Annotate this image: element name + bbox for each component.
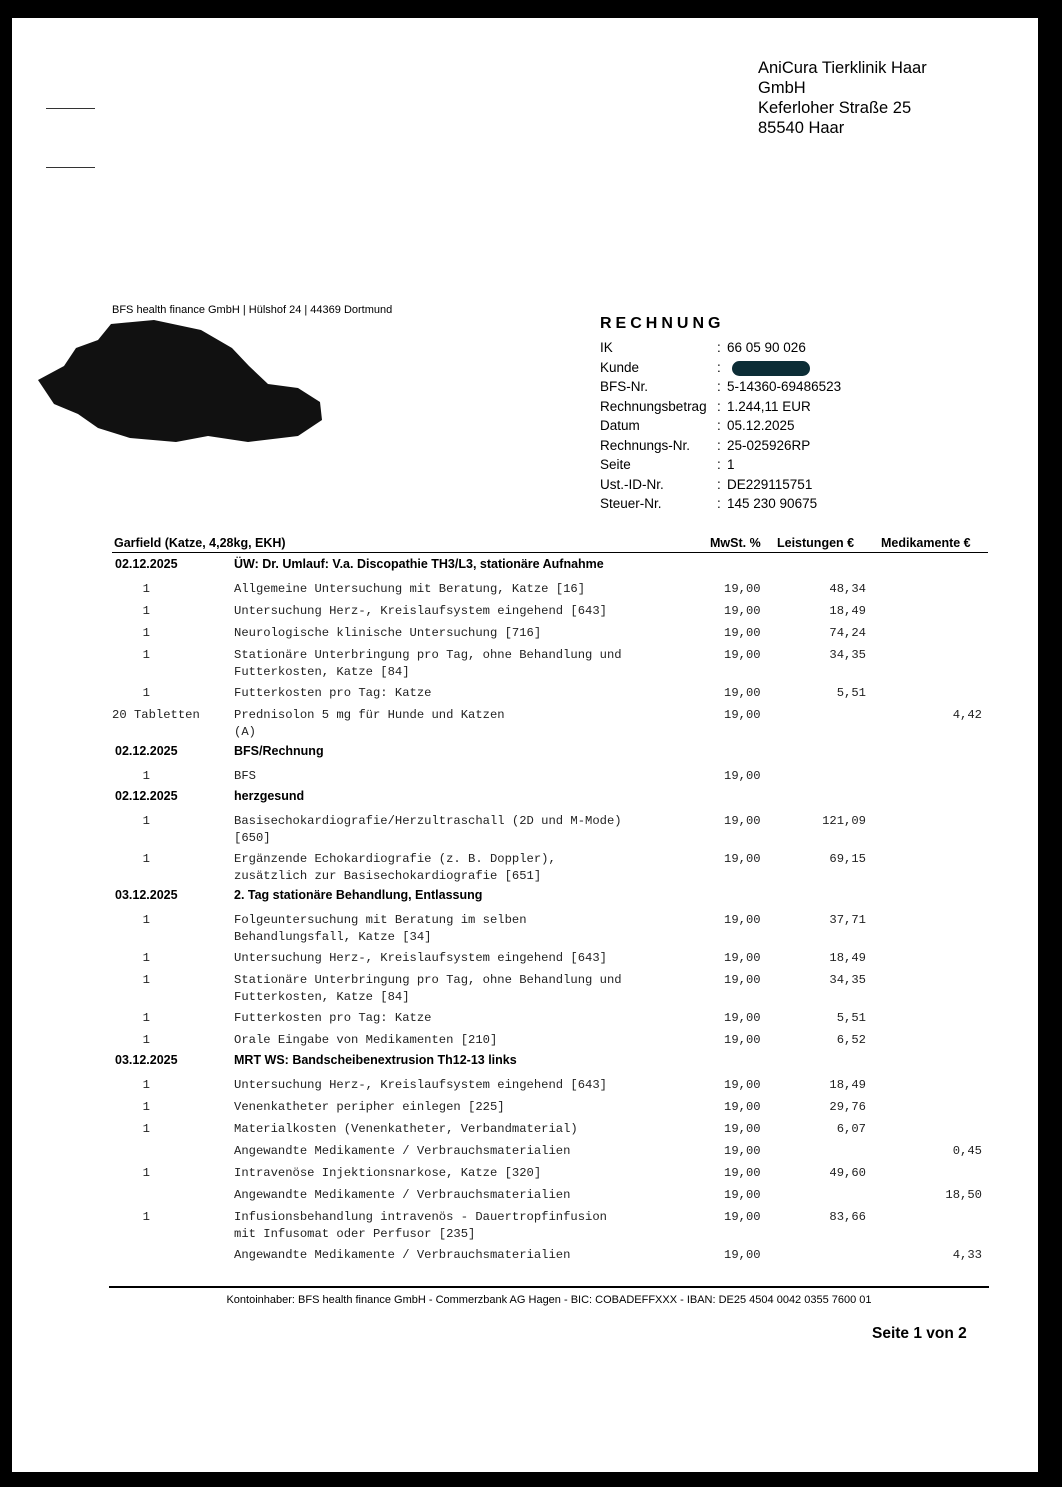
table-row xyxy=(112,1074,988,1096)
description-cell: Ergänzende Echokardiografie (z. B. Doppler), zusätzlich zur Basisechokardiografie [651] xyxy=(234,852,556,883)
table-row xyxy=(112,704,988,742)
fold-mark-bottom xyxy=(46,167,95,168)
meta-value: 66 05 90 026 xyxy=(727,340,806,355)
mwst-cell: 19,00 xyxy=(724,852,761,866)
leistung-cell: 6,07 xyxy=(836,1122,866,1136)
mwst-cell: 19,00 xyxy=(724,1122,761,1136)
section-date: 03.12.2025 xyxy=(115,888,178,902)
leistung-cell: 48,34 xyxy=(829,582,866,596)
table-row xyxy=(112,909,988,947)
section-title: MRT WS: Bandscheibenextrusion Th12-13 links xyxy=(234,1053,517,1067)
qty-cell: 1 xyxy=(142,1033,150,1047)
qty-cell: 1 xyxy=(142,686,150,700)
table-row xyxy=(112,1096,988,1118)
clinic-line: 85540 Haar xyxy=(758,119,845,137)
table-row xyxy=(112,810,988,848)
qty-cell: 1 xyxy=(142,973,150,987)
clinic-line: GmbH xyxy=(758,79,806,97)
leistung-cell: 83,66 xyxy=(829,1210,866,1224)
medikament-cell: 18,50 xyxy=(945,1188,982,1202)
leistungen-header: Leistungen € xyxy=(777,536,855,550)
meta-label: IK xyxy=(600,340,613,355)
medikament-cell: 0,45 xyxy=(952,1144,982,1158)
section-row xyxy=(112,1051,988,1074)
table-row xyxy=(112,1007,988,1029)
mwst-cell: 19,00 xyxy=(724,1210,761,1224)
meta-label: Rechnungsbetrag xyxy=(600,398,707,414)
table-row xyxy=(112,1206,988,1244)
qty-cell: 1 xyxy=(142,913,150,927)
description-cell: Orale Eingabe von Medikamenten [210] xyxy=(234,1033,498,1047)
qty-cell: 1 xyxy=(142,814,150,828)
bank-details: Kontoinhaber: BFS health finance GmbH - Commerzbank AG Hagen - BIC: COBADEFFXXX - IBAN: DE25 4504 0042 0355 7600 01 xyxy=(226,1294,872,1306)
description-cell: BFS xyxy=(234,769,256,783)
mwst-cell: 19,00 xyxy=(724,769,761,783)
mwst-cell: 19,00 xyxy=(724,973,761,987)
meta-label: BFS-Nr. xyxy=(600,379,649,394)
qty-cell: 1 xyxy=(142,604,150,618)
section-row xyxy=(112,886,988,909)
meta-value: 5-14360-69486523 xyxy=(727,379,842,394)
meta-colon: : xyxy=(717,457,721,472)
leistung-cell: 5,51 xyxy=(836,686,866,700)
qty-cell: 1 xyxy=(142,1210,150,1224)
meta-label: Kunde xyxy=(600,359,640,375)
meta-colon: : xyxy=(717,340,721,355)
table-row xyxy=(112,644,988,682)
mwst-cell: 19,00 xyxy=(724,1078,761,1092)
mwst-cell: 19,00 xyxy=(724,708,761,722)
description-cell: Allgemeine Untersuchung mit Beratung, Katze [16] xyxy=(234,582,586,596)
table-row xyxy=(112,1118,988,1140)
mwst-cell: 19,00 xyxy=(724,913,761,927)
qty-cell: 1 xyxy=(142,1011,150,1025)
table-row xyxy=(112,947,988,969)
description-cell: Angewandte Medikamente / Verbrauchsmaterialien xyxy=(234,1188,571,1202)
description-cell: Stationäre Unterbringung pro Tag, ohne Behandlung und Futterkosten, Katze [84] xyxy=(234,973,622,1004)
leistung-cell: 37,71 xyxy=(829,913,866,927)
description-cell: Angewandte Medikamente / Verbrauchsmaterialien xyxy=(234,1144,571,1158)
table-row xyxy=(112,682,988,704)
description-cell: Basisechokardiografie/Herzultraschall (2D und M-Mode) [650] xyxy=(234,814,622,845)
section-date: 03.12.2025 xyxy=(115,1053,178,1067)
section-date: 02.12.2025 xyxy=(115,789,178,803)
mwst-cell: 19,00 xyxy=(724,604,761,618)
meta-colon: : xyxy=(717,398,721,414)
qty-cell: 1 xyxy=(142,648,150,662)
section-title: BFS/Rechnung xyxy=(234,744,324,758)
description-cell: Folgeuntersuchung mit Beratung im selben Behandlungsfall, Katze [34] xyxy=(234,913,527,944)
sender-line: BFS health finance GmbH | Hülshof 24 | 44369 Dortmund xyxy=(112,304,393,316)
page-number: Seite 1 von 2 xyxy=(872,1325,967,1342)
description-cell: Infusionsbehandlung intravenös - Dauertropfinfusion mit Infusomat oder Perfusor [235] xyxy=(234,1210,607,1241)
leistung-cell: 18,49 xyxy=(829,951,866,965)
qty-cell: 1 xyxy=(142,1078,150,1092)
mwst-header: MwSt. % xyxy=(710,536,761,550)
section-date: 02.12.2025 xyxy=(115,557,178,571)
section-title: 2. Tag stationäre Behandlung, Entlassung xyxy=(234,888,483,902)
leistung-cell: 34,35 xyxy=(829,973,866,987)
mwst-cell: 19,00 xyxy=(724,1100,761,1114)
table-row xyxy=(112,1184,988,1206)
table-row xyxy=(112,1162,988,1184)
meta-label: Seite xyxy=(600,457,631,472)
description-cell: Untersuchung Herz-, Kreislaufsystem eingehend [643] xyxy=(234,951,607,965)
mwst-cell: 19,00 xyxy=(724,626,761,640)
table-row xyxy=(112,848,988,886)
mwst-cell: 19,00 xyxy=(724,1166,761,1180)
meta-label: Rechnungs-Nr. xyxy=(600,437,691,453)
description-cell: Stationäre Unterbringung pro Tag, ohne Behandlung und Futterkosten, Katze [84] xyxy=(234,648,622,679)
patient-header: Garfield (Katze, 4,28kg, EKH) xyxy=(114,536,286,550)
description-cell: Prednisolon 5 mg für Hunde und Katzen (A) xyxy=(234,708,505,739)
footer-divider xyxy=(109,1286,989,1288)
fold-mark-top xyxy=(46,108,95,109)
invoice-page xyxy=(12,18,1038,1472)
leistung-cell: 6,52 xyxy=(836,1033,866,1047)
table-row xyxy=(112,1140,988,1162)
mwst-cell: 19,00 xyxy=(724,686,761,700)
meta-colon: : xyxy=(717,496,721,511)
description-cell: Materialkosten (Venenkatheter, Verbandmaterial) xyxy=(234,1122,578,1136)
leistung-cell: 18,49 xyxy=(829,1078,866,1092)
medikament-cell: 4,42 xyxy=(952,708,982,722)
qty-cell: 1 xyxy=(142,1100,150,1114)
description-cell: Futterkosten pro Tag: Katze xyxy=(234,1011,432,1025)
qty-cell: 1 xyxy=(142,1122,150,1136)
leistung-cell: 29,76 xyxy=(829,1100,866,1114)
table-row xyxy=(112,622,988,644)
mwst-cell: 19,00 xyxy=(724,1011,761,1025)
description-cell: Untersuchung Herz-, Kreislaufsystem eingehend [643] xyxy=(234,604,607,618)
description-cell: Neurologische klinische Untersuchung [716] xyxy=(234,626,542,640)
section-title: herzgesund xyxy=(234,789,305,803)
qty-cell: 1 xyxy=(142,769,150,783)
mwst-cell: 19,00 xyxy=(724,814,761,828)
clinic-address xyxy=(758,58,927,138)
leistung-cell: 74,24 xyxy=(829,626,866,640)
meta-label: Steuer-Nr. xyxy=(600,496,662,511)
mwst-cell: 19,00 xyxy=(724,1248,761,1262)
meta-colon: : xyxy=(717,359,721,375)
meta-value: 145 230 90675 xyxy=(727,496,818,511)
mwst-cell: 19,00 xyxy=(724,582,761,596)
meta-colon: : xyxy=(717,379,721,394)
invoice-table-body xyxy=(112,555,988,1266)
qty-cell: 1 xyxy=(142,852,150,866)
leistung-cell: 18,49 xyxy=(829,604,866,618)
table-row xyxy=(112,578,988,600)
section-row xyxy=(112,787,988,810)
mwst-cell: 19,00 xyxy=(724,1144,761,1158)
qty-cell: 1 xyxy=(142,582,150,596)
section-row xyxy=(112,555,988,578)
meta-label: Datum xyxy=(600,418,640,433)
clinic-line: Keferloher Straße 25 xyxy=(758,99,912,117)
meta-label: Ust.-ID-Nr. xyxy=(600,476,664,492)
description-cell: Angewandte Medikamente / Verbrauchsmaterialien xyxy=(234,1248,571,1262)
meta-colon: : xyxy=(717,418,721,433)
qty-cell: 20 Tabletten xyxy=(112,708,200,722)
description-cell: Intravenöse Injektionsnarkose, Katze [320] xyxy=(234,1166,542,1180)
table-header xyxy=(112,533,988,553)
description-cell: Untersuchung Herz-, Kreislaufsystem eingehend [643] xyxy=(234,1078,607,1092)
section-row xyxy=(112,742,988,765)
leistung-cell: 49,60 xyxy=(829,1166,866,1180)
clinic-line: AniCura Tierklinik Haar xyxy=(758,59,927,77)
meta-value: 25-025926RP xyxy=(727,437,811,453)
leistung-cell: 5,51 xyxy=(836,1011,866,1025)
description-cell: Venenkatheter peripher einlegen [225] xyxy=(234,1100,505,1114)
leistung-cell: 121,09 xyxy=(822,814,866,828)
table-row xyxy=(112,600,988,622)
leistung-cell: 69,15 xyxy=(829,852,866,866)
mwst-cell: 19,00 xyxy=(724,1188,761,1202)
qty-cell: 1 xyxy=(142,626,150,640)
meta-value: 1 xyxy=(727,457,735,472)
invoice-title: RECHNUNG xyxy=(600,315,725,332)
meta-value: 1.244,11 EUR xyxy=(727,398,811,414)
table-row xyxy=(112,1244,988,1266)
leistung-cell: 34,35 xyxy=(829,648,866,662)
redaction-blot xyxy=(732,361,810,376)
mwst-cell: 19,00 xyxy=(724,1033,761,1047)
table-row xyxy=(112,969,988,1007)
table-row xyxy=(112,1029,988,1051)
meta-colon: : xyxy=(717,476,721,492)
mwst-cell: 19,00 xyxy=(724,951,761,965)
medikamente-header: Medikamente € xyxy=(881,536,971,550)
redaction-scribble xyxy=(36,318,326,448)
mwst-cell: 19,00 xyxy=(724,648,761,662)
description-cell: Futterkosten pro Tag: Katze xyxy=(234,686,432,700)
section-title: ÜW: Dr. Umlauf: V.a. Discopathie TH3/L3, stationäre Aufnahme xyxy=(234,557,604,571)
meta-colon: : xyxy=(717,437,721,453)
qty-cell: 1 xyxy=(142,951,150,965)
table-row xyxy=(112,765,988,787)
section-date: 02.12.2025 xyxy=(115,744,178,758)
meta-value: 05.12.2025 xyxy=(727,418,795,433)
qty-cell: 1 xyxy=(142,1166,150,1180)
meta-value: DE229115751 xyxy=(727,476,813,492)
medikament-cell: 4,33 xyxy=(952,1248,982,1262)
